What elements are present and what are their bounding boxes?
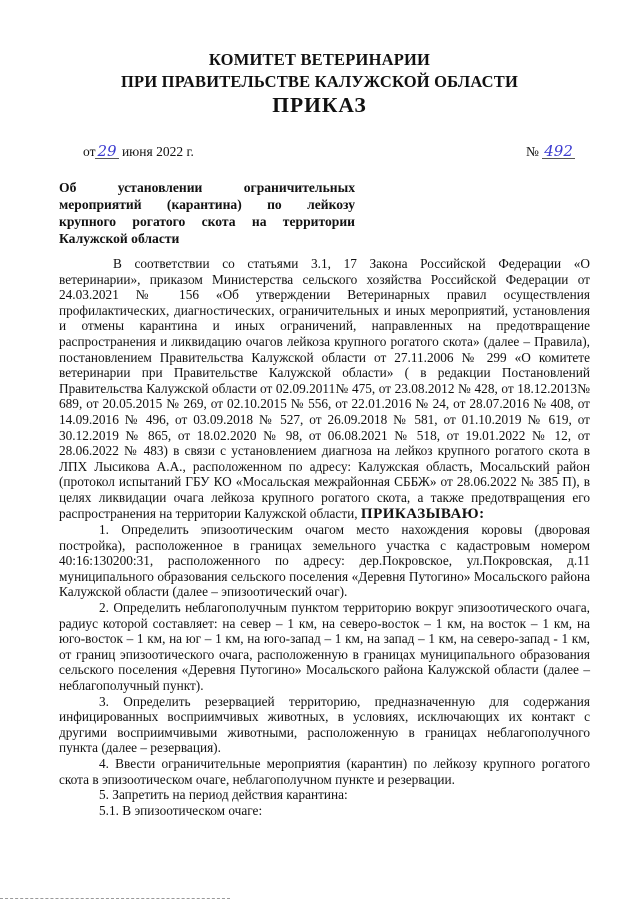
preamble-paragraph <box>59 256 590 522</box>
order-item: 4. Ввести ограничительные мероприятия (карантин) по лейкозу крупного рогатого скота в эпизоотическом очаге, неблагополучном пункте и резервации. <box>59 756 590 787</box>
subject-line: Об установлении ограничительных <box>59 180 355 195</box>
handwritten-number: 492 <box>544 142 573 160</box>
date-month-year: июня 2022 г. <box>121 144 194 159</box>
order-directive-word: ПРИКАЗЫВАЮ: <box>360 505 485 522</box>
preamble-text: В соответствии со статьями 3.1, 17 Закона Российской Федерации «О ветеринарии», приказом Министерства сельского хозяйства Российской Федерации от 24.03.2021 № 156 «Об утверждении Ветеринарных правил осуществления профилактических, диагностических, ограничительных и иных мероприятий, установления и отмены карантина и иных ограничений, направленных на предотвращение распространения и ликвидацию очагов лейкоза крупного рогатого скота» (далее – Правила), постановлением Правительства Калужской области от 27.11.2006 № 299 «О комитете ветеринарии при Правительстве Калужской области» ( в редакции Постановлений Правительства Калужской области от 02.09.2011№ 475, от 23.08.2012 № 428, от 18.12.2013№ 689, от 20.05.2015 № 269, от 02.10.2015 № 556, от 22.01.2016 № 24, от 28.07.2016 № 408, от 14.09.2016 № 496, от 03.09.2018 № 527, от 26.09.2018 № 581, от 01.10.2019 № 619, от 30.12.2019 № 865, от 18.02.2020 № 98, от 06.08.2021 № 518, от 19.01.2022 № 12, от 28.06.2022 № 483) в связи с установлением диагноза на лейкоз крупного рогатого скота в ЛПХ Лысикова А.А., расположенном по адресу: Калужская область, Мосальский район (протокол испытаний ГБУ КО «Мосальская межрайонная СББЖ» от 28.06.2022 № 385 П), в целях ликвидации очага лейкоза крупного рогатого скота, а также предотвращения его распространения на территории Калужской области, <box>59 256 590 521</box>
order-subject <box>59 179 355 247</box>
order-number <box>526 144 575 160</box>
order-item: 1. Определить эпизоотическим очагом место нахождения коровы (дворовая постройка), расположенное в границах земельного участка с кадастровым номером 40:16:130200:31, расположенного по адресу: дер.Покровское, ул.Покровская, д.11 муниципального образования сельского поселения «Деревня Путогино» Мосальского района Калужской области (далее – эпизоотический очаг). <box>59 522 590 600</box>
subject-line: мероприятий (карантина) по лейкозу <box>59 197 355 212</box>
number-label: № <box>526 144 539 159</box>
order-body <box>59 256 590 818</box>
order-item: 5.1. В эпизоотическом очаге: <box>99 802 263 818</box>
date-prefix: от <box>83 144 96 159</box>
committee-affiliation: ПРИ ПРАВИТЕЛЬСТВЕ КАЛУЖСКОЙ ОБЛАСТИ <box>121 72 518 91</box>
order-item: 3. Определить резервацией территорию, предназначенную для содержания инфицированных восприимчивых животных, в условиях, исключающих их контакт с другими восприимчивыми животными, расположенную в границах неблагополучного пункта (далее – резервация). <box>59 693 590 756</box>
subject-line: Калужской области <box>59 231 180 246</box>
committee-name: КОМИТЕТ ВЕТЕРИНАРИИ <box>208 50 431 69</box>
subject-line: крупного рогатого скота на территории <box>59 214 355 229</box>
handwritten-day: 29 <box>97 142 117 160</box>
footer-divider <box>0 898 230 899</box>
order-date <box>83 144 194 160</box>
order-item: 5. Запретить на период действия карантина: <box>99 787 348 803</box>
order-item: 2. Определить неблагополучным пунктом территорию вокруг эпизоотического очага, радиус которой составляет: на север – 1 км, на северо-восток – 1 км, на восток – 1 км, на юго-восток – 1 км, на юг – 1 км, на юго-запад – 1 км, на запад – 1 км, на северо-запад - 1 км, от границ эпизоотического очага, расположенную в границах муниципального образования сельского поселения «Деревня Путогино» Мосальского района Калужской области (далее – неблагополучный пункт). <box>59 600 590 694</box>
document-type-title: ПРИКАЗ <box>272 93 367 117</box>
